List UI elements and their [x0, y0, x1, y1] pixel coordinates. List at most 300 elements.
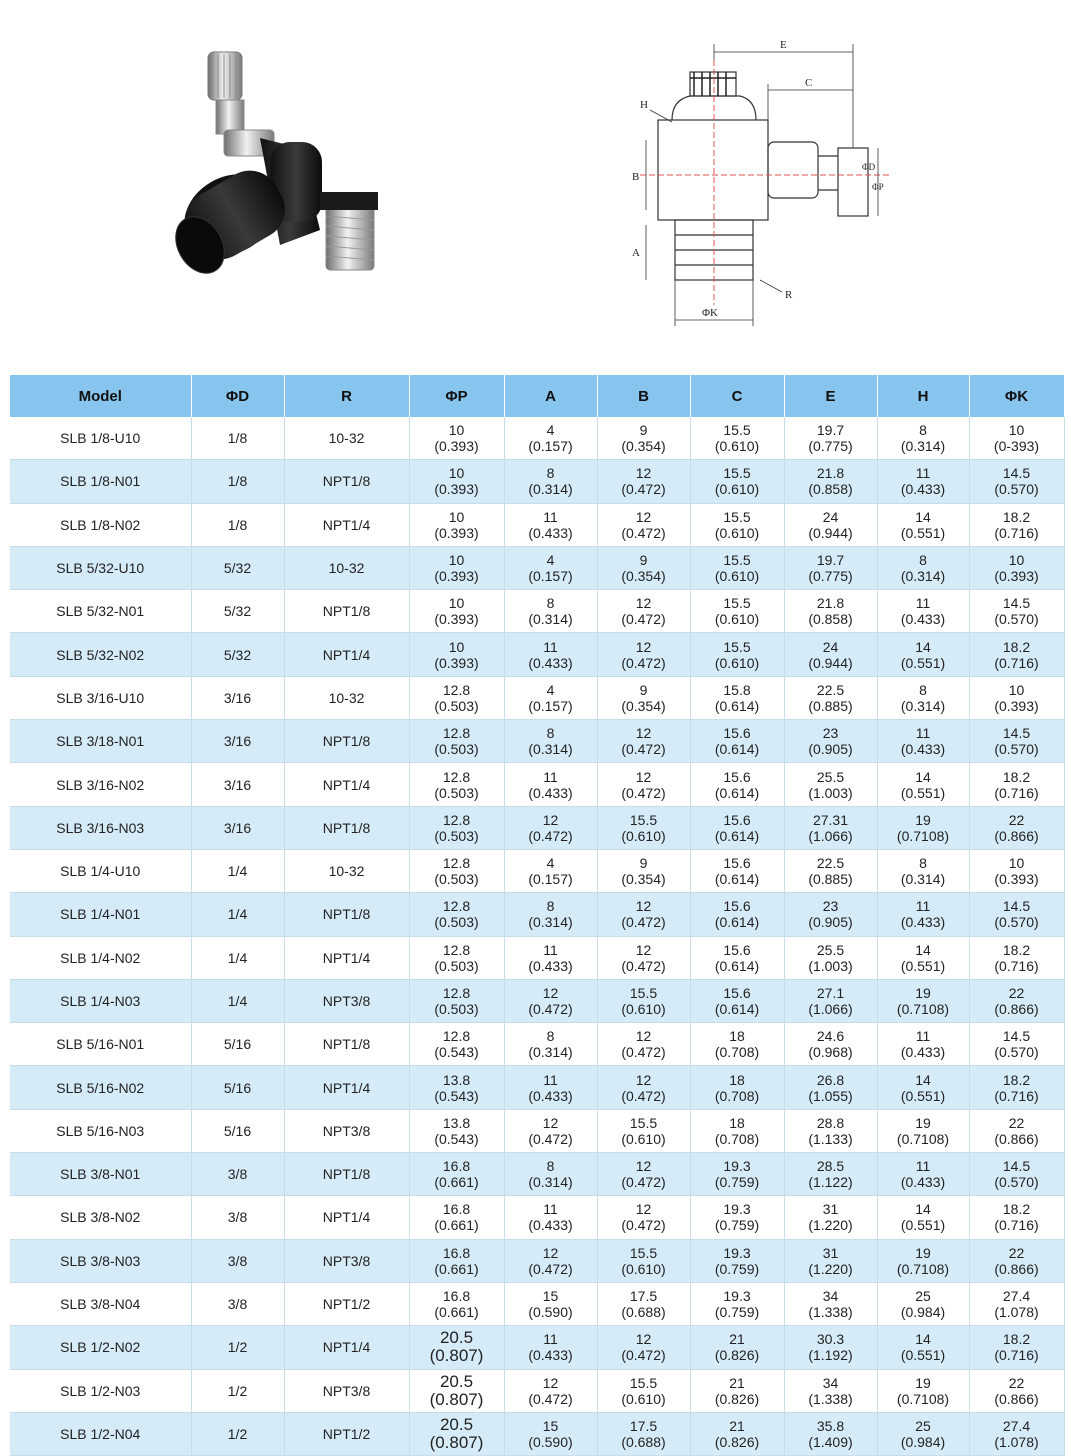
metric-value: 22: [1008, 811, 1025, 828]
table-cell: [597, 1196, 690, 1239]
table-cell: [690, 1282, 784, 1325]
table-cell: [504, 763, 597, 806]
table-cell: [504, 1109, 597, 1152]
inch-value: (0.610): [621, 1130, 666, 1147]
table-cell: 10-32: [284, 676, 409, 719]
inch-value: (0.885): [808, 871, 853, 888]
metric-value: 16.8: [442, 1201, 471, 1218]
table-cell: [969, 633, 1064, 676]
table-cell: NPT1/4: [284, 503, 409, 546]
table-row: [10, 1196, 1064, 1239]
inch-value: (1.133): [808, 1130, 853, 1147]
table-cell: [784, 979, 877, 1022]
metric-value: 8: [546, 1158, 555, 1175]
metric-value: 22: [1008, 1114, 1025, 1131]
inch-value: (0.433): [528, 784, 573, 801]
inch-value: (0.7108): [896, 1130, 950, 1147]
metric-value: 18: [729, 1071, 745, 1088]
table-cell: SLB 1/2-N02: [10, 1326, 191, 1369]
table-cell: 5/32: [191, 546, 284, 589]
inch-value: (0.551): [900, 1217, 946, 1234]
metric-value: 12: [635, 465, 652, 482]
metric-value: 24: [822, 638, 839, 655]
table-cell: 5/32: [191, 590, 284, 633]
inch-value: (1.055): [808, 1087, 853, 1104]
metric-value: 22: [1008, 1244, 1025, 1261]
table-row: [10, 676, 1064, 719]
metric-value: 14: [915, 768, 931, 785]
inch-value: (0.433): [528, 1217, 573, 1234]
table-cell: [877, 1023, 969, 1066]
inch-value: (0.708): [714, 1130, 760, 1147]
metric-value: 19: [915, 811, 931, 828]
metric-value: 10: [1008, 855, 1025, 872]
table-cell: SLB 5/32-N01: [10, 590, 191, 633]
inch-value: (0.661): [434, 1217, 479, 1234]
table-cell: [784, 676, 877, 719]
table-cell: [597, 1369, 690, 1412]
inch-value: (0.807): [429, 1432, 484, 1452]
metric-value: 15.5: [723, 638, 751, 655]
table-cell: [969, 763, 1064, 806]
inch-value: (0.570): [994, 611, 1039, 628]
table-cell: [969, 590, 1064, 633]
metric-value: 17.5: [629, 1417, 658, 1434]
inch-value: (1.078): [994, 1433, 1039, 1450]
table-cell: [690, 1023, 784, 1066]
table-cell: [597, 1023, 690, 1066]
inch-value: (0.661): [434, 1174, 479, 1191]
table-cell: [784, 936, 877, 979]
column-header: ΦD: [191, 375, 284, 417]
inch-value: (0.858): [808, 611, 853, 628]
table-cell: SLB 1/2-N04: [10, 1412, 191, 1455]
metric-value: 20.5: [439, 1414, 474, 1434]
inch-value: (0.610): [714, 611, 760, 628]
table-cell: 5/16: [191, 1109, 284, 1152]
inch-value: (0.393): [994, 697, 1039, 714]
metric-value: 10: [448, 552, 465, 569]
table-cell: [969, 1282, 1064, 1325]
metric-value: 28.5: [816, 1158, 845, 1175]
metric-value: 12.8: [442, 1028, 471, 1045]
table-cell: [690, 1109, 784, 1152]
table-cell: [504, 979, 597, 1022]
inch-value: (0.433): [528, 524, 573, 541]
table-row: [10, 460, 1064, 503]
table-cell: SLB 5/16-N03: [10, 1109, 191, 1152]
inch-value: (0.472): [621, 1174, 666, 1191]
metric-value: 22: [1008, 1374, 1025, 1391]
table-cell: SLB 3/8-N01: [10, 1153, 191, 1196]
inch-value: (0.433): [528, 654, 573, 671]
inch-value: (0.708): [714, 1087, 760, 1104]
table-cell: [784, 720, 877, 763]
table-cell: NPT3/8: [284, 1239, 409, 1282]
table-cell: [409, 1196, 504, 1239]
table-cell: 3/16: [191, 676, 284, 719]
metric-value: 12: [635, 1071, 652, 1088]
inch-value: (0.866): [994, 1390, 1039, 1407]
inch-value: (0.759): [714, 1217, 760, 1234]
metric-value: 12.8: [442, 681, 471, 698]
table-cell: [877, 720, 969, 763]
table-cell: [784, 1282, 877, 1325]
metric-value: 21: [729, 1417, 745, 1434]
inch-value: (0.393): [994, 871, 1039, 888]
inch-value: (0.433): [900, 741, 946, 758]
table-cell: [409, 1239, 504, 1282]
inch-value: (0.472): [621, 1217, 666, 1234]
metric-value: 11: [915, 898, 931, 915]
table-cell: [597, 1109, 690, 1152]
table-row: [10, 1282, 1064, 1325]
inch-value: (0.503): [434, 957, 479, 974]
inch-value: (0.314): [900, 568, 946, 585]
dim-label-c: C: [805, 77, 813, 89]
inch-value: (0.314): [528, 914, 573, 931]
metric-value: 18.2: [1002, 1201, 1031, 1218]
table-cell: [877, 1239, 969, 1282]
inch-value: (0.472): [621, 741, 666, 758]
table-cell: [690, 590, 784, 633]
table-cell: [784, 417, 877, 460]
table-cell: SLB 1/4-U10: [10, 849, 191, 892]
table-cell: SLB 1/4-N02: [10, 936, 191, 979]
table-row: [10, 806, 1064, 849]
table-cell: [784, 1239, 877, 1282]
table-row: [10, 893, 1064, 936]
table-cell: [784, 806, 877, 849]
inch-value: (0.433): [900, 1044, 946, 1061]
table-cell: NPT3/8: [284, 1369, 409, 1412]
table-cell: [409, 1369, 504, 1412]
table-cell: [784, 849, 877, 892]
metric-value: 12.8: [442, 941, 471, 958]
table-cell: [504, 503, 597, 546]
table-cell: [877, 806, 969, 849]
table-cell: [784, 633, 877, 676]
metric-value: 18.2: [1002, 941, 1031, 958]
inch-value: (0.157): [528, 871, 573, 888]
table-cell: SLB 1/4-N03: [10, 979, 191, 1022]
metric-value: 10: [1008, 552, 1025, 569]
table-cell: NPT1/4: [284, 1196, 409, 1239]
metric-value: 19.3: [723, 1244, 751, 1261]
inch-value: (1.220): [808, 1260, 853, 1277]
metric-value: 11: [543, 768, 558, 785]
table-cell: [597, 720, 690, 763]
table-cell: [784, 460, 877, 503]
inch-value: (0.968): [808, 1044, 853, 1061]
inch-value: (0.157): [528, 438, 573, 455]
metric-value: 15: [542, 1417, 559, 1434]
inch-value: (0.393): [994, 568, 1039, 585]
table-cell: SLB 1/8-N01: [10, 460, 191, 503]
table-row: [10, 936, 1064, 979]
inch-value: (0.759): [714, 1304, 760, 1321]
metric-value: 15.5: [629, 985, 658, 1001]
column-header: E: [784, 375, 877, 417]
inch-value: (1.003): [808, 784, 853, 801]
table-cell: 1/2: [191, 1412, 284, 1455]
inch-value: (0.570): [994, 481, 1039, 498]
inch-value: (0.314): [528, 611, 573, 628]
table-cell: [969, 460, 1064, 503]
metric-value: 12.8: [442, 768, 471, 785]
table-cell: [969, 1153, 1064, 1196]
inch-value: (1.078): [994, 1304, 1039, 1321]
metric-value: 25: [915, 1417, 931, 1434]
metric-value: 24.6: [816, 1028, 845, 1045]
metric-value: 4: [546, 855, 555, 872]
metric-value: 15.5: [629, 1114, 658, 1131]
metric-value: 10: [1008, 422, 1025, 439]
table-cell: [690, 1326, 784, 1369]
metric-value: 18.2: [1002, 508, 1031, 525]
table-cell: [409, 849, 504, 892]
table-row: [10, 1239, 1064, 1282]
table-cell: NPT1/8: [284, 806, 409, 849]
inch-value: (0.610): [621, 1390, 666, 1407]
table-cell: 3/16: [191, 720, 284, 763]
inch-value: (0.775): [808, 438, 853, 455]
inch-value: (0.551): [900, 1087, 946, 1104]
table-cell: 3/8: [191, 1239, 284, 1282]
inch-value: (1.066): [808, 827, 853, 844]
table-cell: [504, 417, 597, 460]
table-cell: [877, 979, 969, 1022]
table-cell: SLB 1/8-U10: [10, 417, 191, 460]
table-cell: [504, 1153, 597, 1196]
column-header: H: [877, 375, 969, 417]
metric-value: 8: [546, 595, 555, 612]
metric-value: 14.5: [1002, 465, 1031, 482]
table-cell: [504, 676, 597, 719]
inch-value: (0.7108): [896, 1260, 950, 1277]
inch-value: (0.472): [528, 1130, 573, 1147]
inch-value: (0.610): [714, 654, 760, 671]
metric-value: 27.1: [816, 985, 845, 1001]
inch-value: (0.433): [528, 957, 573, 974]
column-header: R: [284, 375, 409, 417]
metric-value: 14: [915, 1201, 931, 1218]
table-cell: [877, 849, 969, 892]
table-cell: SLB 1/8-N02: [10, 503, 191, 546]
table-cell: 3/8: [191, 1196, 284, 1239]
inch-value: (1.220): [808, 1217, 853, 1234]
metric-value: 15.6: [723, 898, 751, 915]
table-cell: SLB 3/8-N02: [10, 1196, 191, 1239]
table-cell: [784, 1109, 877, 1152]
table-cell: SLB 5/32-U10: [10, 546, 191, 589]
metric-value: 18.2: [1002, 638, 1031, 655]
dim-label-a: A: [632, 247, 640, 259]
metric-value: 22.5: [816, 681, 845, 698]
inch-value: (0.866): [994, 827, 1039, 844]
metric-value: 4: [546, 422, 555, 439]
table-row: [10, 1066, 1064, 1109]
metric-value: 15.6: [723, 725, 751, 742]
table-cell: 1/8: [191, 460, 284, 503]
inch-value: (0.393): [434, 611, 479, 628]
inch-value: (0.503): [434, 697, 479, 714]
table-cell: [597, 590, 690, 633]
metric-value: 18: [729, 1028, 745, 1045]
column-header: C: [690, 375, 784, 417]
metric-value: 10: [1008, 681, 1025, 698]
table-cell: [877, 1109, 969, 1152]
table-cell: 3/8: [191, 1282, 284, 1325]
table-cell: [504, 720, 597, 763]
dim-label-r: R: [785, 289, 793, 301]
metric-value: 10: [448, 422, 465, 439]
metric-value: 14.5: [1002, 1028, 1031, 1045]
inch-value: (0.472): [621, 1347, 666, 1364]
inch-value: (0.503): [434, 784, 479, 801]
metric-value: 9: [639, 681, 648, 698]
table-row: [10, 1023, 1064, 1066]
table-cell: [690, 720, 784, 763]
table-cell: 1/4: [191, 893, 284, 936]
inch-value: (1.003): [808, 957, 853, 974]
table-cell: NPT1/8: [284, 893, 409, 936]
table-cell: 1/2: [191, 1369, 284, 1412]
metric-value: 8: [919, 552, 927, 569]
table-cell: [504, 806, 597, 849]
table-cell: [597, 893, 690, 936]
table-cell: 1/8: [191, 417, 284, 460]
table-cell: [969, 1412, 1064, 1455]
metric-value: 9: [639, 422, 648, 439]
inch-value: (0.314): [528, 481, 573, 498]
metric-value: 14.5: [1002, 595, 1031, 612]
inch-value: (0.314): [528, 1044, 573, 1061]
table-cell: [784, 1369, 877, 1412]
table-cell: [504, 633, 597, 676]
table-cell: SLB 3/16-U10: [10, 676, 191, 719]
inch-value: (0.614): [714, 827, 760, 844]
inch-value: (0.472): [621, 524, 666, 541]
metric-value: 25.5: [816, 768, 845, 785]
inch-value: (0.759): [714, 1260, 760, 1277]
table-cell: [597, 1066, 690, 1109]
table-cell: [597, 460, 690, 503]
metric-value: 27.4: [1002, 1417, 1031, 1434]
metric-value: 12: [635, 508, 652, 525]
inch-value: (0.472): [621, 481, 666, 498]
metric-value: 14: [915, 941, 931, 958]
table-cell: [409, 633, 504, 676]
table-cell: [597, 546, 690, 589]
table-cell: [409, 936, 504, 979]
metric-value: 12.8: [442, 725, 471, 742]
table-cell: [597, 1153, 690, 1196]
inch-value: (0.503): [434, 914, 479, 931]
inch-value: (0.314): [900, 871, 946, 888]
inch-value: (0.543): [434, 1087, 479, 1104]
inch-value: (0.543): [434, 1130, 479, 1147]
table-cell: [690, 1153, 784, 1196]
inch-value: (1.338): [808, 1390, 853, 1407]
metric-value: 15.5: [723, 508, 751, 525]
table-cell: [877, 460, 969, 503]
table-cell: [877, 763, 969, 806]
table-cell: [877, 590, 969, 633]
inch-value: (0.944): [808, 524, 853, 541]
table-row: [10, 417, 1064, 460]
table-cell: [877, 417, 969, 460]
metric-value: 12: [635, 595, 652, 612]
metric-value: 14: [915, 1071, 931, 1088]
metric-value: 22.5: [816, 855, 845, 872]
dim-label-b: B: [632, 171, 640, 183]
table-cell: [969, 849, 1064, 892]
table-row: [10, 1326, 1064, 1369]
metric-value: 12: [635, 898, 652, 915]
inch-value: (0.472): [528, 1390, 573, 1407]
metric-value: 26.8: [816, 1071, 845, 1088]
metric-value: 11: [543, 1201, 558, 1218]
inch-value: (0.614): [714, 784, 760, 801]
inch-value: (1.409): [808, 1433, 853, 1450]
inch-value: (0.354): [621, 438, 666, 455]
inch-value: (1.192): [808, 1347, 853, 1364]
inch-value: (0.661): [434, 1304, 479, 1321]
inch-value: (0.314): [900, 697, 946, 714]
table-cell: NPT3/8: [284, 1109, 409, 1152]
inch-value: (0.905): [808, 741, 853, 758]
inch-value: (0.393): [434, 568, 479, 585]
metric-value: 11: [543, 1071, 558, 1088]
inch-value: (0.354): [621, 871, 666, 888]
inch-value: (0.590): [528, 1304, 573, 1321]
table-cell: [784, 1153, 877, 1196]
metric-value: 15.5: [723, 552, 751, 569]
dim-label-k: ΦK: [702, 307, 718, 319]
inch-value: (0.393): [434, 481, 479, 498]
table-cell: [504, 460, 597, 503]
table-cell: [409, 1109, 504, 1152]
table-cell: [969, 1239, 1064, 1282]
table-cell: SLB 3/16-N02: [10, 763, 191, 806]
inch-value: (0.984): [900, 1433, 946, 1450]
inch-value: (0.716): [994, 1347, 1039, 1364]
table-cell: [969, 1023, 1064, 1066]
table-cell: SLB 3/18-N01: [10, 720, 191, 763]
metric-value: 15.5: [723, 465, 751, 482]
metric-value: 15.8: [723, 681, 751, 698]
table-cell: SLB 3/8-N03: [10, 1239, 191, 1282]
table-cell: NPT1/4: [284, 763, 409, 806]
table-row: [10, 546, 1064, 589]
table-cell: [690, 503, 784, 546]
metric-value: 15.5: [723, 422, 751, 439]
table-cell: [597, 1412, 690, 1455]
metric-value: 12: [635, 1201, 652, 1218]
inch-value: (0.570): [994, 741, 1039, 758]
table-cell: SLB 3/16-N03: [10, 806, 191, 849]
metric-value: 18.2: [1002, 1331, 1031, 1348]
table-cell: [690, 849, 784, 892]
table-cell: NPT1/8: [284, 460, 409, 503]
product-header: [0, 0, 1071, 370]
column-header: A: [504, 375, 597, 417]
table-cell: SLB 5/32-N02: [10, 633, 191, 676]
inch-value: (0.551): [900, 654, 946, 671]
metric-value: 35.8: [816, 1417, 845, 1434]
table-cell: 1/8: [191, 503, 284, 546]
